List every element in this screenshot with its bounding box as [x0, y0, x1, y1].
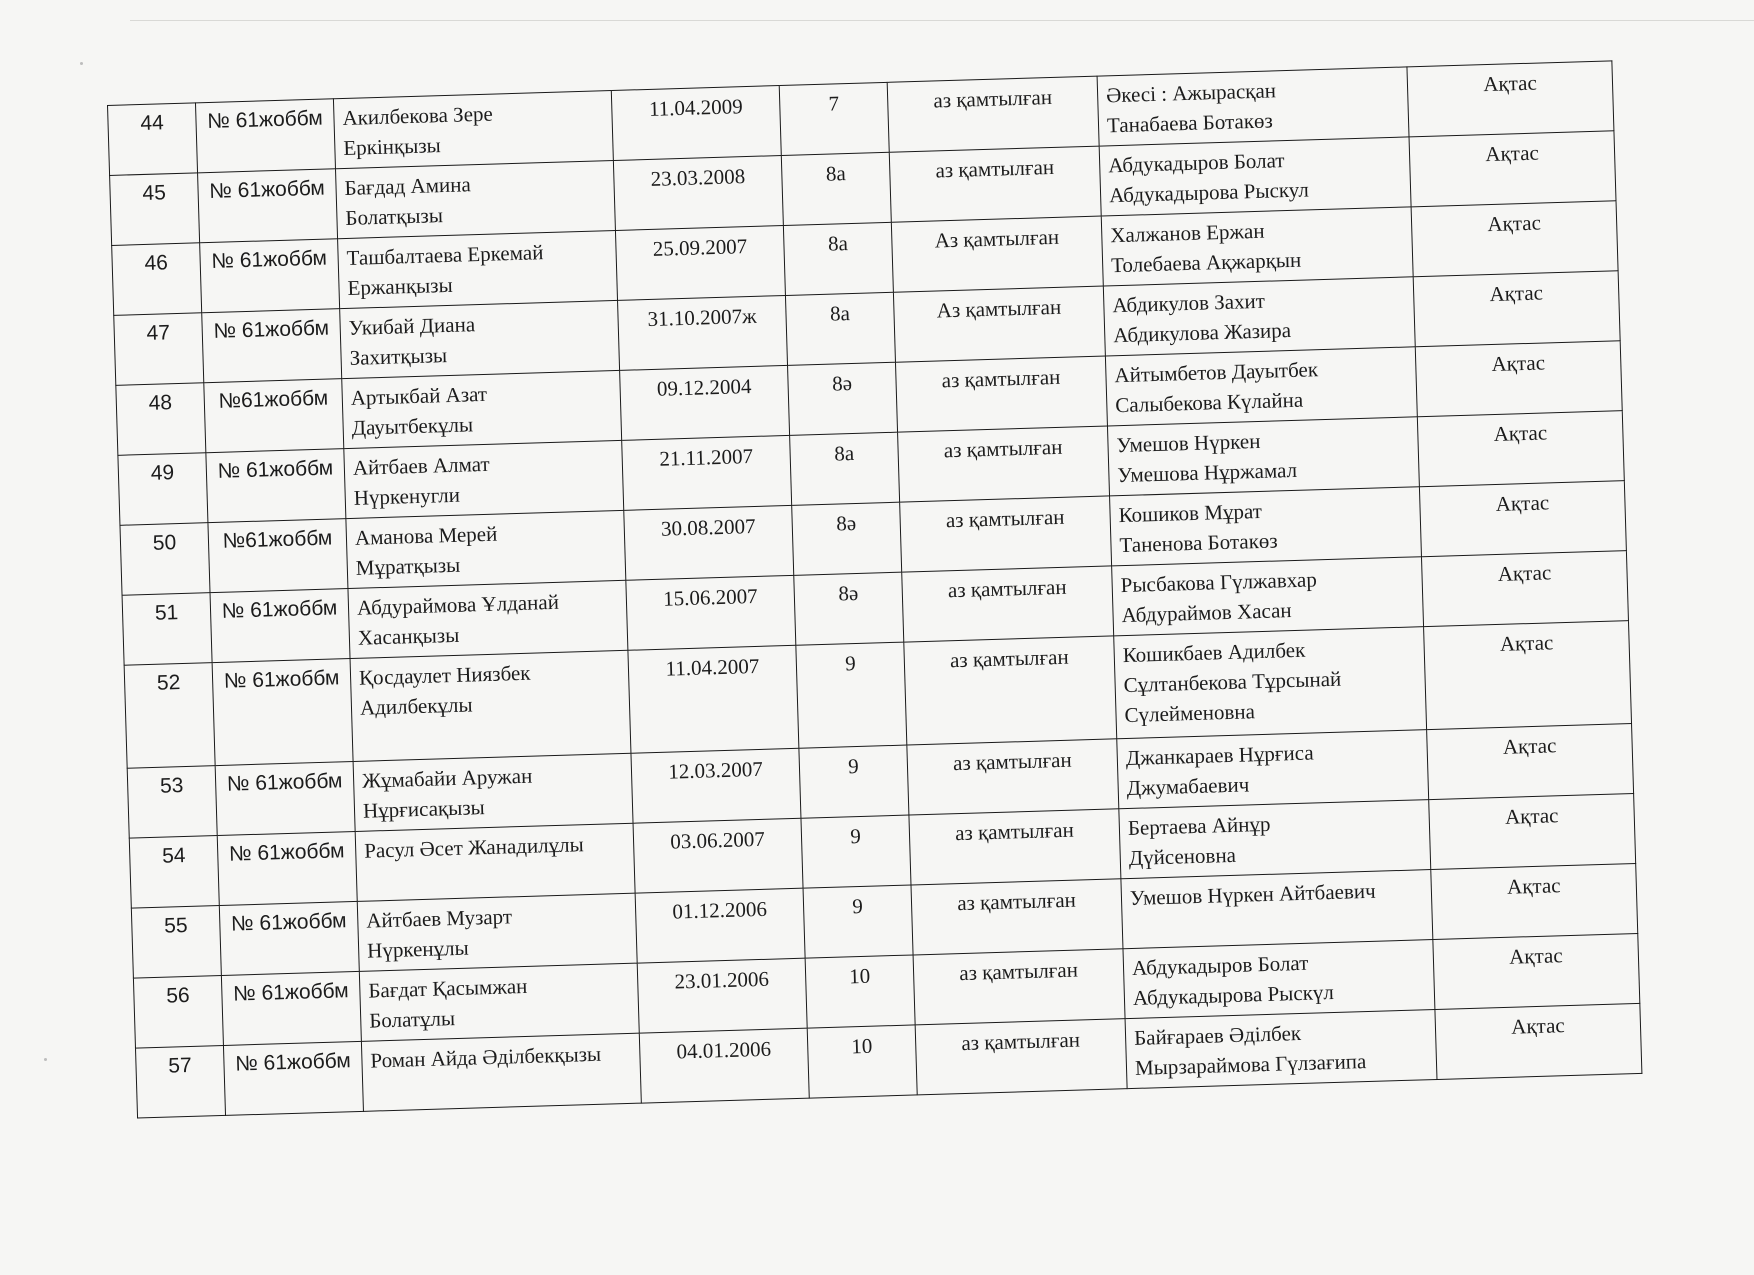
parents-line: Таненова Ботакөз [1119, 528, 1278, 558]
location-cell: Ақтас [1409, 131, 1616, 207]
student-name-line: Қосдаулет Ниязбек [358, 660, 531, 690]
school-cell: №61жоббм [204, 379, 344, 453]
birth-date-cell: 04.01.2006 [639, 1028, 809, 1103]
location-cell: Ақтас [1435, 1003, 1642, 1079]
parents-line: Джанкараев Нұрғиса [1125, 740, 1314, 771]
school-cell: № 61жоббм [223, 1041, 363, 1115]
student-name-cell [357, 893, 637, 971]
student-name-line: Нүркенугли [353, 482, 461, 510]
school-cell: № 61жоббм [217, 831, 357, 905]
parents-line: Мырзараймова Гүлзағипа [1134, 1049, 1367, 1080]
status-cell: аз қамтылған [915, 1019, 1127, 1095]
grade-cell: 8ә [792, 502, 902, 575]
status-cell: аз қамтылған [895, 356, 1107, 432]
parents-line: Сүлейменовна [1124, 699, 1256, 728]
grade-cell: 10 [805, 955, 915, 1028]
student-name-line: Артыкбай Азат [350, 381, 488, 410]
row-number: 53 [127, 766, 217, 839]
parents-line: Кошикбаев Адилбек [1122, 637, 1306, 668]
status-cell: аз қамтылған [900, 496, 1112, 572]
scan-speck [44, 1058, 47, 1061]
birth-date-cell: 25.09.2007 [615, 225, 785, 300]
row-number: 46 [112, 243, 202, 316]
student-name-line: Болатұлы [368, 1006, 456, 1033]
student-name-line: Расул Әсет Жанадилұлы [363, 832, 585, 863]
grade-cell: 8а [790, 432, 900, 505]
row-number: 44 [108, 103, 198, 176]
student-name-cell [355, 823, 635, 901]
birth-date-cell: 11.04.2009 [611, 86, 781, 161]
grade-cell: 9 [803, 885, 913, 958]
student-name-line: Аманова Мерей [354, 521, 498, 550]
student-name-line: Нұрғисақызы [362, 795, 485, 823]
parents-cell [1114, 627, 1427, 739]
location-cell: Ақтас [1411, 201, 1618, 277]
student-name-line: Хасанқызы [357, 622, 460, 650]
parents-cell [1103, 277, 1415, 356]
status-cell: аз қамтылған [907, 739, 1119, 815]
document-sheet [107, 60, 1648, 1174]
location-cell: Ақтас [1413, 271, 1620, 347]
table-body [108, 61, 1642, 1118]
grade-cell: 9 [796, 642, 907, 748]
parents-line: Әкесі : Ажырасқан [1105, 78, 1277, 108]
parents-line: Умешова Нұржамал [1117, 457, 1298, 488]
row-number: 47 [114, 313, 204, 386]
grade-cell: 8ә [788, 362, 898, 435]
student-name-cell [359, 963, 639, 1041]
parents-cell [1117, 730, 1429, 809]
school-cell: № 61жоббм [206, 449, 346, 523]
student-name-cell [353, 753, 633, 831]
school-cell: № 61жоббм [202, 309, 342, 383]
student-name-line: Адилбекұлы [359, 692, 473, 720]
parents-line: Абдукадыров Болат [1107, 148, 1285, 178]
grade-cell: 8ә [794, 572, 904, 645]
birth-date-cell: 09.12.2004 [620, 365, 790, 440]
birth-date-cell: 30.08.2007 [624, 505, 794, 580]
student-name-line: Дауытбекұлы [351, 412, 474, 440]
parents-cell [1112, 557, 1424, 636]
status-cell: аз қамтылған [898, 426, 1110, 502]
status-cell: аз қамтылған [913, 949, 1125, 1025]
status-cell: Аз қамтылған [891, 216, 1103, 292]
parents-line: Дүйсеновна [1128, 842, 1237, 871]
parents-cell [1099, 137, 1411, 216]
school-cell: № 61жоббм [195, 99, 335, 173]
status-cell: Аз қамтылған [893, 286, 1105, 362]
parents-cell [1119, 800, 1431, 879]
student-name-cell [361, 1033, 641, 1111]
parents-line: Абдураймов Хасан [1121, 598, 1292, 628]
grade-cell: 7 [779, 82, 889, 155]
parents-cell [1105, 347, 1417, 426]
parents-line: Айтымбетов Дауытбек [1114, 357, 1319, 388]
school-cell: № 61жоббм [210, 589, 350, 663]
birth-date-cell: 31.10.2007ж [618, 295, 788, 370]
parents-line: Байғараев Әділбек [1133, 1020, 1302, 1050]
birth-date-cell: 11.04.2007 [628, 645, 799, 753]
location-cell: Ақтас [1424, 621, 1632, 730]
student-name-line: Ержанқызы [347, 272, 453, 300]
birth-date-cell: 21.11.2007 [622, 435, 792, 510]
student-name-line: Акилбекова Зере [342, 101, 494, 131]
school-cell: № 61жоббм [200, 239, 340, 313]
school-cell: № 61жоббм [219, 901, 359, 975]
location-cell: Ақтас [1407, 61, 1614, 137]
student-name-line: Роман Айда Әділбекқызы [370, 1041, 602, 1073]
student-name-cell [346, 510, 626, 588]
student-name-cell [338, 230, 618, 308]
parents-line: Умешов Нүркен Айтбаевич [1129, 878, 1376, 910]
student-name-cell [344, 440, 624, 518]
page-edge-line [130, 20, 1754, 21]
students-table [107, 60, 1642, 1118]
status-cell: аз қамтылған [904, 636, 1117, 745]
parents-line: Салыбекова Күлайна [1114, 387, 1304, 418]
school-cell: №61жоббм [208, 519, 348, 593]
parents-line: Абдукадырова Рыскүл [1132, 980, 1335, 1010]
location-cell: Ақтас [1419, 481, 1626, 557]
student-name-line: Ташбалтаева Еркемай [346, 240, 544, 270]
parents-cell [1121, 870, 1433, 949]
parents-line: Абдукадырова Рыскул [1108, 177, 1310, 208]
row-number: 57 [135, 1045, 225, 1118]
location-cell: Ақтас [1429, 794, 1636, 870]
school-cell: № 61жоббм [198, 169, 338, 243]
student-name-line: Укибай Диана [348, 312, 476, 340]
parents-line: Абдикулова Жазира [1112, 317, 1292, 348]
student-name-cell [350, 650, 631, 761]
location-cell: Ақтас [1427, 724, 1634, 800]
grade-cell: 9 [801, 815, 911, 888]
location-cell: Ақтас [1433, 933, 1640, 1009]
status-cell: аз қамтылған [911, 879, 1123, 955]
student-name-line: Нүркенұлы [366, 935, 470, 963]
birth-date-cell: 03.06.2007 [633, 818, 803, 893]
parents-line: Кошиков Мұрат [1118, 498, 1263, 528]
row-number: 51 [122, 593, 212, 666]
row-number: 50 [120, 523, 210, 596]
parents-cell [1097, 67, 1409, 146]
birth-date-cell: 15.06.2007 [626, 575, 796, 650]
row-number: 48 [116, 383, 206, 456]
student-name-line: Захитқызы [349, 343, 448, 370]
birth-date-cell: 23.01.2006 [637, 958, 807, 1033]
status-cell: аз қамтылған [887, 76, 1099, 152]
location-cell: Ақтас [1415, 341, 1622, 417]
parents-line: Рысбакова Гүлжавхар [1120, 567, 1318, 598]
student-name-line: Абдураймова Ұлданай [356, 589, 560, 620]
student-name-line: Болатқызы [345, 203, 444, 230]
location-cell: Ақтас [1421, 551, 1628, 627]
row-number: 52 [124, 663, 215, 769]
student-name-line: Айтбаев Музарт [365, 904, 513, 933]
student-name-line: Бағдат Қасымжан [368, 973, 528, 1003]
parents-cell [1125, 1010, 1437, 1089]
birth-date-cell: 23.03.2008 [613, 156, 783, 231]
row-number: 45 [110, 173, 200, 246]
birth-date-cell: 01.12.2006 [635, 888, 805, 963]
student-name-line: Жұмабайи Аружан [361, 763, 533, 793]
status-cell: аз қамтылған [909, 809, 1121, 885]
parents-line: Умешов Нүркен [1116, 428, 1261, 458]
parents-line: Бертаева Айнұр [1127, 811, 1271, 841]
school-cell: № 61жоббм [221, 971, 361, 1045]
student-name-line: Еркінқызы [343, 133, 442, 161]
parents-line: Абдукадыров Болат [1131, 950, 1309, 980]
row-number: 55 [131, 906, 221, 979]
parents-line: Халжанов Ержан [1109, 218, 1265, 248]
location-cell: Ақтас [1431, 863, 1638, 939]
student-name-line: Бағдад Амина [344, 172, 472, 200]
birth-date-cell: 12.03.2007 [631, 748, 801, 823]
parents-line: Сұлтанбекова Тұрсынай [1123, 666, 1342, 698]
grade-cell: 8а [783, 222, 893, 295]
scan-speck [80, 62, 83, 65]
grade-cell: 8а [785, 292, 895, 365]
parents-line: Джумабаевич [1126, 772, 1250, 801]
location-cell: Ақтас [1417, 411, 1624, 487]
parents-line: Толебаева Ақжарқын [1110, 247, 1302, 278]
grade-cell: 8а [781, 152, 891, 225]
parents-line: Танабаева Ботакөз [1106, 108, 1274, 138]
student-name-cell [342, 370, 622, 448]
parents-cell [1101, 207, 1413, 286]
row-number: 56 [133, 975, 223, 1048]
parents-cell [1107, 417, 1419, 496]
student-name-cell [335, 161, 615, 239]
student-name-line: Мұратқызы [355, 552, 461, 580]
student-name-line: Айтбаев Алмат [352, 451, 490, 480]
student-name-cell [340, 300, 620, 378]
student-name-cell [333, 91, 613, 169]
grade-cell: 10 [807, 1025, 917, 1098]
grade-cell: 9 [799, 745, 909, 818]
school-cell: № 61жоббм [212, 659, 353, 766]
parents-cell [1110, 487, 1422, 566]
student-name-cell [348, 580, 628, 658]
row-number: 54 [129, 836, 219, 909]
row-number: 49 [118, 453, 208, 526]
status-cell: аз қамтылған [889, 146, 1101, 222]
school-cell: № 61жоббм [215, 761, 355, 835]
status-cell: аз қамтылған [902, 566, 1114, 642]
parents-cell [1123, 940, 1435, 1019]
parents-line: Абдикулов Захит [1112, 288, 1266, 318]
